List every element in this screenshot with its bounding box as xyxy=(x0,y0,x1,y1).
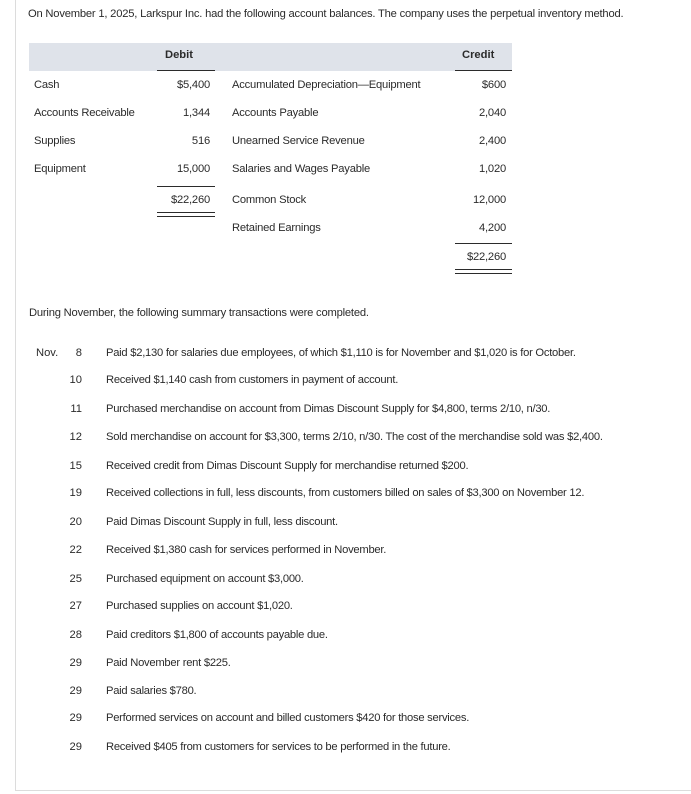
credit-account: Salaries and Wages Payable xyxy=(232,163,371,175)
transaction-day: 27 xyxy=(69,600,82,612)
credit-account: Common Stock xyxy=(232,194,307,206)
credit-total-double-rule xyxy=(455,269,512,274)
debit-account: Supplies xyxy=(34,135,76,147)
transaction-day: 25 xyxy=(69,573,82,585)
credit-account: Unearned Service Revenue xyxy=(232,135,365,147)
transaction-day: 19 xyxy=(69,487,82,499)
transactions-heading: During November, the following summary transactions were completed. xyxy=(29,307,369,319)
transaction-day: 29 xyxy=(69,657,82,669)
debit-account: Accounts Receivable xyxy=(34,107,135,119)
credit-amount: $600 xyxy=(481,79,506,91)
transaction-description: Performed services on account and billed customers $420 for those services. xyxy=(106,712,470,724)
transaction-day: 10 xyxy=(69,374,82,386)
transaction-day: 28 xyxy=(69,629,82,641)
transaction-day: 29 xyxy=(69,741,82,753)
transaction-description: Sold merchandise on account for $3,300, terms 2/10, n/30. The cost of the merchandise sold was $2,400. xyxy=(106,431,603,443)
transaction-day: 11 xyxy=(70,403,82,415)
debit-total-double-rule xyxy=(157,212,215,217)
debit-subtotal-rule xyxy=(157,186,215,187)
transaction-description: Paid Dimas Discount Supply in full, less discount. xyxy=(106,516,338,528)
credit-amount: 4,200 xyxy=(479,222,506,234)
table-header-row xyxy=(29,43,512,71)
transaction-description: Purchased supplies on account $1,020. xyxy=(106,600,293,612)
credit-amount: 2,400 xyxy=(479,135,506,147)
transaction-day: 8 xyxy=(75,347,82,359)
credit-amount: 1,020 xyxy=(479,163,506,175)
debit-header-rule xyxy=(157,70,215,71)
credit-subtotal-rule xyxy=(455,243,512,244)
transaction-description: Received collections in full, less discounts, from customers billed on sales of $3,300 on November 12. xyxy=(106,487,585,499)
intro-text: On November 1, 2025, Larkspur Inc. had the following account balances. The company uses the perpetual inventory method. xyxy=(28,8,624,20)
credit-account: Retained Earnings xyxy=(232,222,321,234)
debit-account: Cash xyxy=(34,79,60,91)
debit-amount: $5,400 xyxy=(176,79,210,91)
transaction-description: Purchased merchandise on account from Dimas Discount Supply for $4,800, terms 2/10, n/30. xyxy=(106,403,551,415)
transaction-description: Received credit from Dimas Discount Supply for merchandise returned $200. xyxy=(106,460,469,472)
transaction-day: 29 xyxy=(69,712,82,724)
transaction-day: 22 xyxy=(69,544,82,556)
transaction-description: Received $1,140 cash from customers in payment of account. xyxy=(106,374,399,386)
transaction-day: 29 xyxy=(69,685,82,697)
transaction-day: 12 xyxy=(69,431,82,443)
credit-total: $22,260 xyxy=(466,251,506,263)
transaction-description: Received $1,380 cash for services performed in November. xyxy=(106,544,387,556)
debit-total: $22,260 xyxy=(170,194,210,206)
transaction-month: Nov. xyxy=(36,347,59,359)
credit-header-rule xyxy=(455,70,512,71)
debit-amount: 1,344 xyxy=(183,107,210,119)
debit-amount: 15,000 xyxy=(176,163,210,175)
transaction-description: Paid $2,130 for salaries due employees, of which $1,110 is for November and $1,020 is for October. xyxy=(106,347,576,359)
debit-header: Debit xyxy=(165,49,193,61)
credit-amount: 2,040 xyxy=(479,107,506,119)
transaction-day: 15 xyxy=(69,460,82,472)
credit-header: Credit xyxy=(462,49,495,61)
credit-account: Accumulated Depreciation—Equipment xyxy=(232,79,421,91)
transaction-description: Paid salaries $780. xyxy=(106,685,197,697)
credit-amount: 12,000 xyxy=(472,194,506,206)
transaction-description: Purchased equipment on account $3,000. xyxy=(106,573,304,585)
transaction-day: 20 xyxy=(69,516,82,528)
credit-account: Accounts Payable xyxy=(232,107,319,119)
transaction-description: Paid November rent $225. xyxy=(106,657,231,669)
transaction-description: Paid creditors $1,800 of accounts payable due. xyxy=(106,629,328,641)
transaction-description: Received $405 from customers for services to be performed in the future. xyxy=(106,741,451,753)
debit-account: Equipment xyxy=(34,163,86,175)
debit-amount: 516 xyxy=(191,135,210,147)
